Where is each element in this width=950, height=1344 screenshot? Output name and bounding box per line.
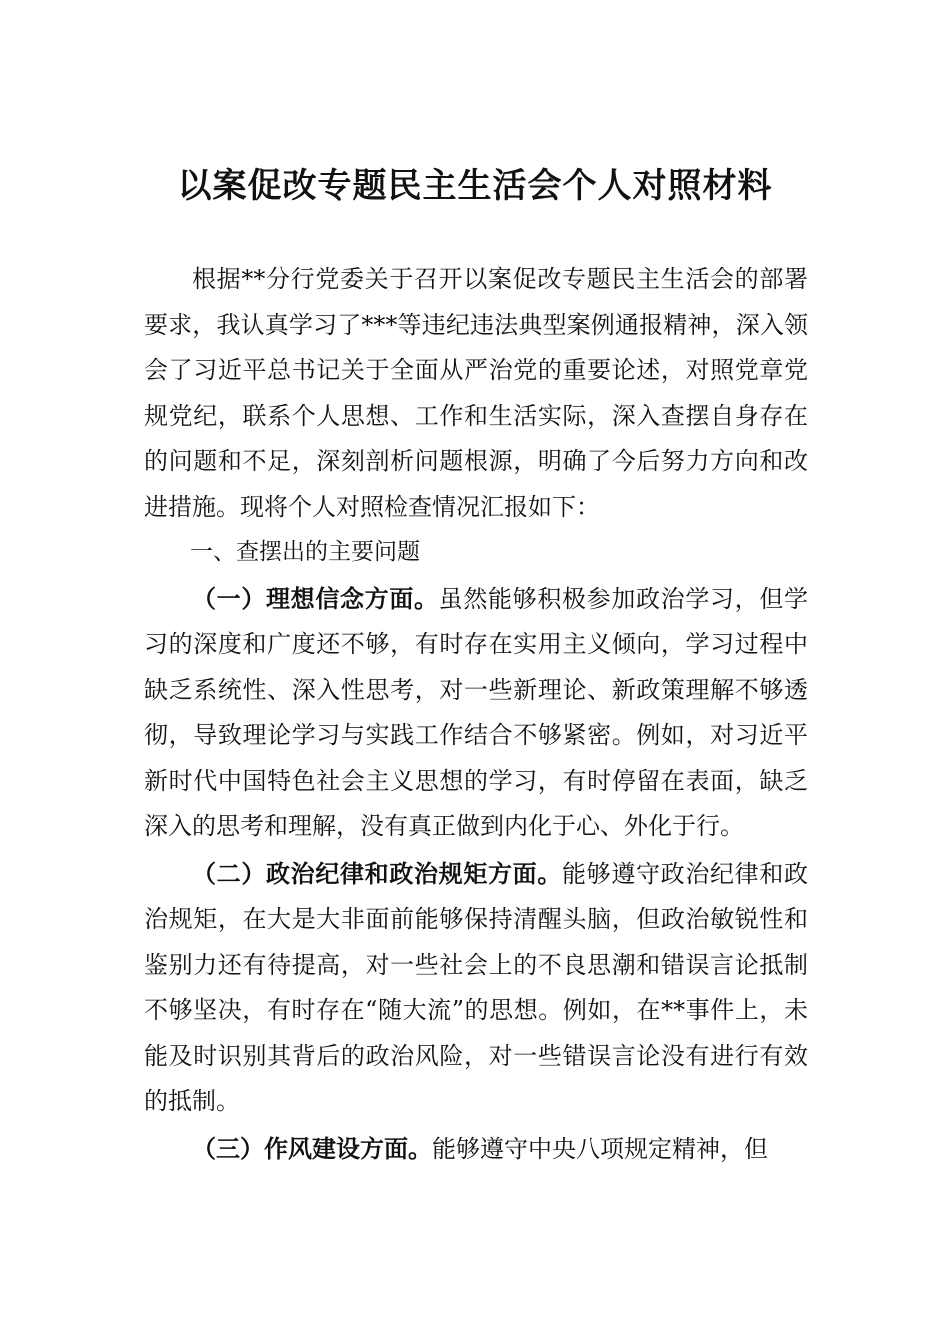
problem-item-1 [144, 576, 808, 850]
item-text: 能够遵守政治纪律和政治规矩，在大是大非面前能够保持清醒头脑，但政治敏锐性和鉴别力还有待提高，对一些社会上的不良思潮和错误言论抵制不够坚决，有时存在“随大流”的思想。例如，在**事件上，未能及时识别其背后的政治风险，对一些错误言论没有进行有效的抵制。 [144, 859, 808, 1115]
problem-item-3 [144, 1126, 808, 1173]
section-heading: 一、查摆出的主要问题 [190, 539, 420, 565]
item-text: 虽然能够积极参加政治学习，但学习的深度和广度还不够，有时存在实用主义倾向，学习过程中缺乏系统性、深入性思考，对一些新理论、新政策理解不够透彻，导致理论学习与实践工作结合不够紧密。例如，对习近平新时代中国特色社会主义思想的学习，有时停留在表面，缺乏深入的思考和理解，没有真正做到内化于心、外化于行。 [144, 584, 809, 840]
item-lead: （一）理想信念方面。 [192, 583, 439, 613]
item-lead: （三）作风建设方面。 [192, 1133, 432, 1163]
intro-paragraph: 根据**分行党委关于召开以案促改专题民主生活会的部署要求，我认真学习了***等违纪违法典型案例通报精神，深入领会了习近平总书记关于全面从严治党的重要论述，对照党章党规党纪，联系个人思想、工作和生活实际，深入查摆自身存在的问题和不足，深刻剖析问题根源，明确了今后努力方向和改进措施。现将个人对照检查情况汇报如下： [144, 265, 808, 521]
document-title: 以案促改专题民主生活会个人对照材料 [177, 166, 773, 206]
item-lead: （二）政治纪律和政治规矩方面。 [192, 858, 562, 888]
document-body [144, 257, 808, 1172]
problem-item-2 [144, 851, 808, 1125]
item-text: 能够遵守中央八项规定精神，但 [432, 1134, 768, 1163]
